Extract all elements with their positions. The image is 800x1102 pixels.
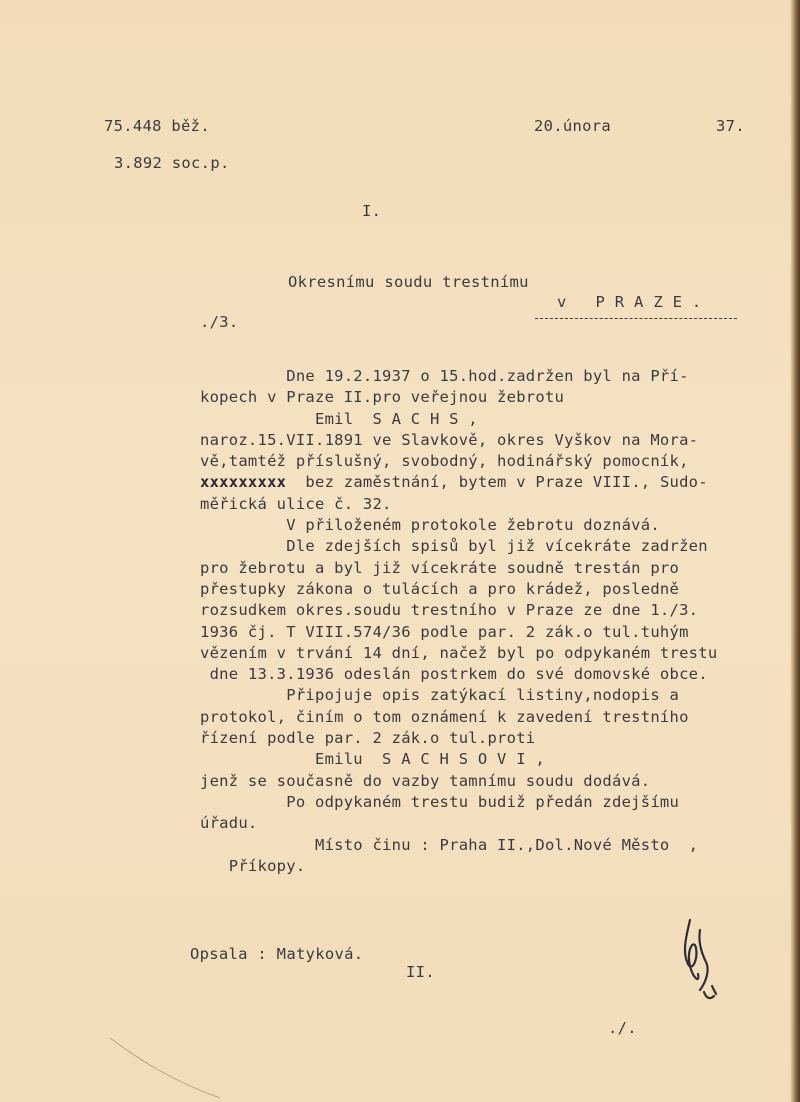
body-line: Po odpykaném trestu budiž předán zdejšímu	[200, 792, 680, 811]
body-line: kopech v Praze II.pro veřejnou žebrotu	[200, 388, 565, 407]
addressee-court: Okresnímu soudu trestnímu	[288, 273, 529, 291]
body-line: naroz.15.VII.1891 ve Slavkově, okres Vyškov na Mora-	[200, 430, 699, 449]
reference-number-secondary: 3.892 soc.p.	[114, 154, 230, 172]
letter-body	[200, 366, 780, 877]
handwritten-signature	[676, 912, 726, 1007]
body-line: xxxxxxxxx bez zaměstnání, bytem v Praze VIII., Sudo-	[200, 473, 708, 492]
copy-number: I.	[362, 202, 382, 220]
page-edge-shadow	[790, 0, 800, 1102]
typist-note: Opsala : Matyková.	[190, 945, 364, 963]
body-line: Místo činu : Praha II.,Dol.Nové Město ,	[200, 835, 699, 854]
body-line: měřická ulice č. 32.	[200, 494, 392, 513]
pencil-stroke	[100, 1030, 230, 1100]
body-line: vězením v trvání 14 dní, načež byl po odpykaném trestu	[200, 643, 718, 662]
body-line: Dle zdejších spisů byl již vícekráte zadržen	[200, 537, 708, 556]
continuation-mark: ./.	[608, 1019, 637, 1037]
copy-mark: II.	[406, 963, 435, 981]
body-line: protokol, činím o tom oznámení k zavedení trestního	[200, 707, 689, 726]
body-line: pro žebrotu a byl již vícekráte soudně trestán pro	[200, 558, 680, 577]
attachment-count: ./3.	[200, 313, 239, 331]
body-line: 1936 čj. T VIII.574/36 podle par. 2 zák.o tul.tuhým	[200, 622, 689, 641]
body-line: V přiloženém protokole žebrotu doznává.	[200, 516, 660, 535]
addressee-city: v P R A Z E .	[557, 293, 702, 311]
body-line: Emil S A C H S ,	[200, 409, 478, 428]
year: 37.	[716, 117, 745, 135]
date: 20.února	[534, 117, 612, 135]
body-line: přestupky zákona o tulácích a pro krádež, posledně	[200, 579, 680, 598]
body-line: Emilu S A C H S O V I ,	[200, 750, 545, 769]
addressee-underline	[535, 318, 737, 319]
body-line: vě,tamtéž příslušný, svobodný, hodinářský pomocník,	[200, 452, 689, 471]
body-line: jenž se současně do vazby tamnímu soudu dodává.	[200, 771, 651, 790]
body-line: rozsudkem okres.soudu trestního v Praze ze dne 1./3.	[200, 601, 699, 620]
body-line: řízení podle par. 2 zák.o tul.proti	[200, 729, 536, 748]
body-line: Příkopy.	[200, 856, 306, 875]
body-line: Dne 19.2.1937 o 15.hod.zadržen byl na Pří-	[200, 367, 689, 385]
body-line: úřadu.	[200, 814, 258, 833]
body-line: Připojuje opis zatýkací listiny,nodopis a	[200, 686, 680, 705]
struck-out-text: xxxxxxxxx	[200, 473, 287, 492]
reference-number: 75.448 běž.	[104, 117, 210, 135]
body-line: dne 13.3.1936 odeslán postrkem do své domovské obce.	[200, 665, 708, 684]
